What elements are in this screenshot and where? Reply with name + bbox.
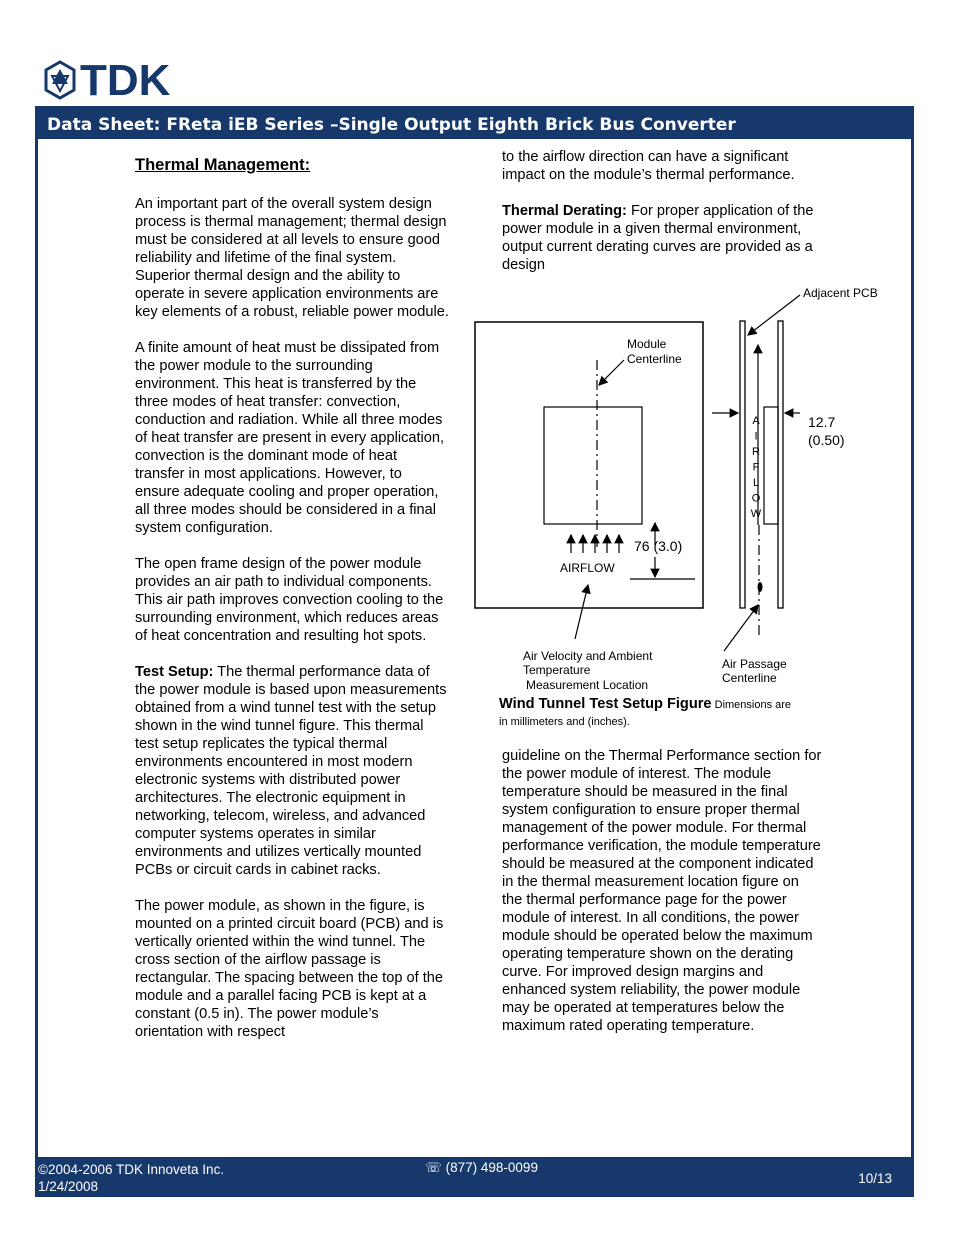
paragraph-thermal-intro: An important part of the overall system design process is thermal management; thermal design must be considered at all levels to ensure good reliability and lifetime of the final system. Superior thermal design and the ability to operate in severe application environments are key elements of a robust, reliable power module. [135,196,449,320]
footer-page-number: 10/13 [858,1171,892,1186]
airflow-letter: O [751,492,761,505]
airflow-letter: L [752,477,760,489]
label-dimension-right-inches: (0.50) [808,432,845,448]
paragraph-test-setup [135,663,450,879]
paragraph-thermal-derating [502,202,822,274]
label-measurement-location: Measurement Location [526,678,649,692]
paragraph-pcb-mounting: The power module, as shown in the figure, is mounted on a printed circuit board (PCB) and is vertically oriented within the wind tunnel. The cross section of the airflow passage is rectangular. The spacing between the top of the module and a parallel facing PCB is kept at a constant (0.5 in). The power module’s orientation with respect [135,898,444,1040]
thermal-derating-text: For proper application of the power module in a given thermal environment, output current derating curves are provided as a design [502,203,814,273]
caption-title: Wind Tunnel Test Setup Figure [499,696,712,712]
airflow-arrows [571,535,619,553]
airflow-letter: A [752,415,760,427]
module-side-view [764,407,778,524]
measurement-probe [758,582,763,592]
document-title: Data Sheet: FReta iEB Series –Single Output Eighth Brick Bus Converter [35,106,914,139]
footer-phone: ☏ (877) 498-0099 [425,1160,538,1175]
label-air-velocity: Air Velocity and Ambient [523,649,653,663]
airflow-letter: W [750,508,762,520]
caption-units: in millimeters and (inches). [499,716,630,728]
arrow-adjacent-pcb [748,295,800,335]
paragraph-open-frame: The open frame design of the power module provides an air path to individual components. This air path improves convection cooling to the surrounding environment, which reduces areas of heat concentration and resulting hot spots. [135,556,444,644]
label-airflow: AIRFLOW [560,561,615,575]
figure-caption [499,696,839,730]
test-pcb-edge [740,321,745,608]
paragraph-orientation: to the airflow direction can have a significant impact on the module’s thermal performance. [502,149,795,183]
label-adjacent-pcb: Adjacent PCB [803,286,878,300]
airflow-vertical-label [751,415,762,520]
label-dimension-right: 12.7 [808,414,836,430]
label-dimension-bottom: 76 (3.0) [634,538,683,554]
right-column-bottom [502,747,822,1053]
airflow-letter: F [752,461,760,474]
arrow-measurement-location [575,585,588,639]
right-column-top [502,148,822,292]
adjacent-pcb-edge [778,321,783,608]
power-module-outline [544,407,642,524]
tdk-logo [40,60,210,100]
paragraph-heat-transfer: A finite amount of heat must be dissipated from the power module to the surrounding environment. This heat is transferred by the three modes of heat transfer: convection, conduction and radiation. While all three modes of heat transfer are present in every application, convection is the dominant mode of heat transfer in most applications. However, to ensure adequate cooling and proper operation, all three modes should be considered in a final system configuration. [135,340,445,536]
test-setup-text: The thermal performance data of the power module is based upon measurements obtained from a wind tunnel test with the setup shown in the wind tunnel figure. This thermal test setup replicates the typical thermal environments encountered in most modern electronic systems with distributed power architectures. The electronic equipment in networking, telecom, wireless, and advanced computer systems operates in similar environments and utilizes vertically mounted PCBs or circuit cards in cabinet racks. [135,664,447,878]
airflow-letter: I [754,430,758,443]
label-air-passage-centerline: Centerline [722,671,777,685]
label-air-passage: Air Passage [722,657,787,671]
label-module: Module [627,337,667,351]
arrow-module-centerline [599,360,624,385]
label-centerline: Centerline [627,352,682,366]
wind-tunnel-figure [470,285,910,700]
footer-date: 1/24/2008 [38,1179,99,1194]
section-heading: Thermal Management: [135,156,311,174]
footer-copyright-block [38,1161,224,1195]
thermal-derating-label: Thermal Derating: [502,203,627,219]
test-setup-label: Test Setup: [135,664,214,680]
footer-copyright: ©2004-2006 TDK Innoveta Inc. [38,1162,225,1177]
airflow-letter: R [752,446,760,458]
left-column [135,195,450,1059]
tdk-emblem-icon [46,62,74,98]
paragraph-guideline: guideline on the Thermal Performance section for the power module of interest. The module temperature should be measured in the final system configuration to ensure proper thermal management of the power module. For thermal performance verification, the module temperature should be measured at the component indicated in the thermal measurement location figure on the thermal performance page for the power module of interest. In all conditions, the power module should be operated below the maximum operating temperature shown on the derating curve. For improved design margins and enhanced system reliability, the power module may be operated at temperatures below the maximum rated operating temperature. [502,748,822,1034]
brand-wordmark: TDK [80,60,171,100]
label-temperature: Temperature [523,663,591,677]
caption-note: Dimensions are [711,699,792,711]
page-footer [35,1157,914,1197]
arrow-air-passage [724,605,758,651]
